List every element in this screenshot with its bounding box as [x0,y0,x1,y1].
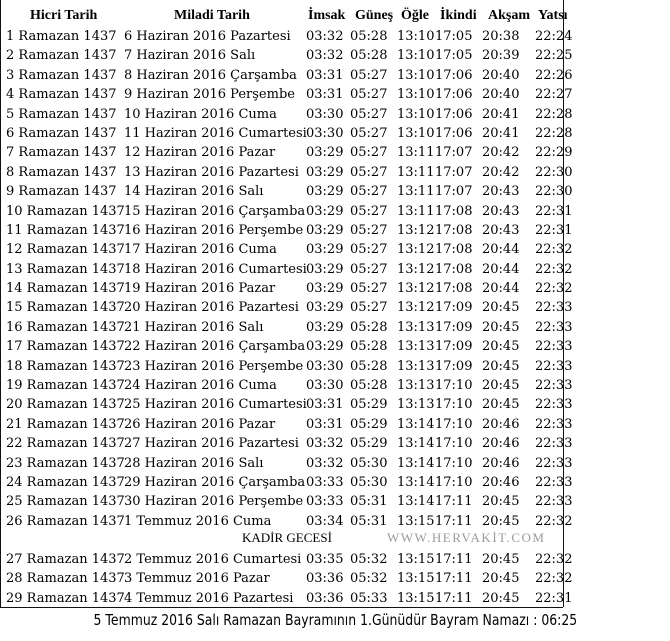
cell-miladi: 12 Haziran 2016 Pazar [124,145,276,161]
cell-hicri: 21 Ramazan 1437 [6,416,125,432]
table-row [0,279,573,298]
table-row [0,589,573,608]
cell-gunes: 05:28 [350,319,388,335]
cell-aksam: 20:45 [482,494,520,510]
cell-imsak: 03:29 [306,222,344,238]
cell-yatsi: 22:31 [535,203,573,219]
cell-imsak: 03:31 [306,416,344,432]
cell-gunes: 05:27 [350,261,388,277]
website-watermark: WWW.HERVAKİT.COM [387,530,546,545]
cell-hicri: 3 Ramazan 1437 [6,67,117,83]
cell-gunes: 05:27 [350,145,388,161]
table-row [0,337,573,356]
cell-aksam: 20:45 [482,571,520,587]
cell-aksam: 20:41 [482,125,520,141]
cell-hicri: 19 Ramazan 1437 [6,378,125,394]
cell-hicri: 7 Ramazan 1437 [6,145,117,161]
table-row [0,569,573,588]
cell-hicri: 29 Ramazan 1437 [6,590,125,606]
cell-ikindi: 17:06 [435,67,473,83]
cell-imsak: 03:29 [306,281,344,297]
cell-yatsi: 22:33 [535,397,573,413]
cell-ikindi: 17:11 [435,494,473,510]
cell-gunes: 05:27 [350,203,388,219]
table-row [0,376,573,395]
cell-ogle: 13:10 [397,106,435,122]
cell-ikindi: 17:11 [435,571,473,587]
table-row [0,27,573,46]
cell-aksam: 20:42 [482,164,520,180]
cell-ogle: 13:14 [397,494,435,510]
cell-yatsi: 22:33 [535,378,573,394]
cell-aksam: 20:42 [482,145,520,161]
cell-ikindi: 17:06 [435,125,473,141]
table-row [0,46,573,65]
cell-miladi: 14 Haziran 2016 Salı [124,184,264,200]
cell-miladi: 25 Haziran 2016 Cumartesi [124,397,307,413]
table-row [0,260,573,279]
cell-ikindi: 17:06 [435,106,473,122]
cell-aksam: 20:40 [482,87,520,103]
cell-aksam: 20:46 [482,474,520,490]
cell-ikindi: 17:10 [435,455,473,471]
cell-hicri: 2 Ramazan 1437 [6,48,117,64]
cell-yatsi: 22:33 [535,300,573,316]
table-body-after [0,550,573,608]
kadir-gecesi-label: KADİR GECESİ [242,530,332,545]
cell-aksam: 20:46 [482,436,520,452]
cell-hicri: 15 Ramazan 1437 [6,300,125,316]
cell-imsak: 03:30 [306,125,344,141]
header-ogle: Öğle [401,8,429,23]
cell-ogle: 13:10 [397,48,435,64]
cell-hicri: 22 Ramazan 1437 [6,436,125,452]
cell-miladi: 4 Temmuz 2016 Pazartesi [124,590,294,606]
cell-miladi: 26 Haziran 2016 Pazar [124,416,276,432]
cell-hicri: 4 Ramazan 1437 [6,87,117,103]
cell-yatsi: 22:29 [535,145,573,161]
cell-imsak: 03:35 [306,552,344,567]
cell-ogle: 13:10 [397,29,435,44]
header-ikindi: İkindi [440,8,477,23]
cell-imsak: 03:36 [306,571,344,587]
cell-hicri: 27 Ramazan 1437 [6,552,125,567]
cell-imsak: 03:29 [306,300,344,316]
cell-imsak: 03:33 [306,494,344,510]
cell-gunes: 05:27 [350,164,388,180]
cell-ikindi: 17:11 [435,590,473,606]
cell-miladi: 7 Haziran 2016 Salı [124,48,256,64]
cell-gunes: 05:27 [350,222,388,238]
cell-aksam: 20:45 [482,552,520,567]
cell-miladi: 20 Haziran 2016 Pazartesi [124,300,299,316]
cell-yatsi: 22:30 [535,164,573,180]
cell-aksam: 20:41 [482,106,520,122]
cell-yatsi: 22:32 [535,261,573,277]
cell-miladi: 9 Haziran 2016 Perşembe [124,87,295,103]
cell-gunes: 05:28 [350,358,388,374]
cell-ogle: 13:12 [397,261,435,277]
cell-ogle: 13:14 [397,474,435,490]
cell-gunes: 05:28 [350,29,388,44]
cell-yatsi: 22:28 [535,106,573,122]
table-body [0,27,573,531]
cell-hicri: 6 Ramazan 1437 [6,125,117,141]
bayram-namazi-note [0,610,670,630]
cell-gunes: 05:29 [350,397,388,413]
cell-imsak: 03:32 [306,455,344,471]
cell-gunes: 05:28 [350,378,388,394]
cell-ikindi: 17:09 [435,300,473,316]
cell-imsak: 03:32 [306,29,344,44]
header-aksam: Akşam [488,8,531,23]
cell-yatsi: 22:26 [535,67,573,83]
cell-ikindi: 17:08 [435,281,473,297]
table-row [0,395,573,414]
cell-yatsi: 22:24 [535,29,573,44]
cell-ikindi: 17:10 [435,436,473,452]
cell-miladi: 28 Haziran 2016 Salı [124,455,264,471]
kadir-gecesi-row [0,528,563,547]
cell-hicri: 28 Ramazan 1437 [6,571,125,587]
cell-gunes: 05:27 [350,184,388,200]
cell-ogle: 13:10 [397,87,435,103]
cell-gunes: 05:27 [350,87,388,103]
cell-miladi: 22 Haziran 2016 Çarşamba [124,339,306,355]
cell-ogle: 13:15 [397,513,435,529]
header-hicri: Hicri Tarih [30,8,98,23]
cell-aksam: 20:43 [482,222,520,238]
cell-imsak: 03:29 [306,319,344,335]
cell-ikindi: 17:05 [435,29,473,44]
cell-ogle: 13:14 [397,416,435,432]
cell-imsak: 03:29 [306,145,344,161]
cell-aksam: 20:43 [482,184,520,200]
cell-ogle: 13:15 [397,552,435,567]
cell-yatsi: 22:32 [535,513,573,529]
cell-aksam: 20:45 [482,300,520,316]
cell-gunes: 05:27 [350,300,388,316]
cell-gunes: 05:31 [350,494,388,510]
cell-ogle: 13:12 [397,281,435,297]
cell-ogle: 13:13 [397,378,435,394]
cell-hicri: 11 Ramazan 1437 [6,222,125,238]
cell-imsak: 03:29 [306,203,344,219]
cell-miladi: 11 Haziran 2016 Cumartesi [124,125,307,141]
cell-miladi: 30 Haziran 2016 Perşembe [124,494,304,510]
cell-yatsi: 22:32 [535,281,573,297]
cell-ikindi: 17:11 [435,552,473,567]
cell-yatsi: 22:33 [535,474,573,490]
cell-ogle: 13:11 [397,203,435,219]
cell-aksam: 20:38 [482,29,520,44]
cell-ikindi: 17:11 [435,513,473,529]
cell-imsak: 03:29 [306,242,344,258]
cell-miladi: 24 Haziran 2016 Cuma [124,378,277,394]
cell-miladi: 17 Haziran 2016 Cuma [124,242,277,258]
cell-aksam: 20:45 [482,397,520,413]
cell-ogle: 13:11 [397,145,435,161]
cell-hicri: 17 Ramazan 1437 [6,339,125,355]
cell-gunes: 05:30 [350,455,388,471]
cell-gunes: 05:27 [350,67,388,83]
cell-hicri: 20 Ramazan 1437 [6,397,125,413]
cell-ikindi: 17:10 [435,416,473,432]
table-row [0,163,573,182]
cell-ikindi: 17:10 [435,474,473,490]
table-row [0,182,573,201]
cell-hicri: 24 Ramazan 1437 [6,474,125,490]
cell-hicri: 13 Ramazan 1437 [6,261,125,277]
cell-ogle: 13:14 [397,455,435,471]
table-row [0,298,573,317]
cell-miladi: 21 Haziran 2016 Salı [124,319,264,335]
cell-hicri: 18 Ramazan 1437 [6,358,125,374]
cell-ogle: 13:10 [397,67,435,83]
cell-gunes: 05:28 [350,339,388,355]
cell-ogle: 13:13 [397,358,435,374]
cell-yatsi: 22:32 [535,552,573,567]
footer-text: 5 Temmuz 2016 Salı Ramazan Bayramının 1.Günüdür Bayram Namazı : 06:25 [93,611,577,629]
cell-aksam: 20:45 [482,378,520,394]
cell-hicri: 5 Ramazan 1437 [6,106,117,122]
cell-ikindi: 17:06 [435,87,473,103]
cell-imsak: 03:31 [306,397,344,413]
cell-miladi: 16 Haziran 2016 Perşembe [124,222,304,238]
cell-ikindi: 17:10 [435,378,473,394]
cell-ikindi: 17:08 [435,242,473,258]
cell-aksam: 20:45 [482,358,520,374]
cell-hicri: 26 Ramazan 1437 [6,513,125,529]
cell-gunes: 05:32 [350,571,388,587]
cell-hicri: 12 Ramazan 1437 [6,242,125,258]
cell-ikindi: 17:07 [435,184,473,200]
cell-yatsi: 22:28 [535,125,573,141]
cell-yatsi: 22:25 [535,48,573,64]
cell-imsak: 03:29 [306,261,344,277]
table-row [0,124,573,143]
cell-yatsi: 22:33 [535,416,573,432]
cell-gunes: 05:29 [350,416,388,432]
cell-yatsi: 22:33 [535,319,573,335]
cell-gunes: 05:27 [350,106,388,122]
cell-ikindi: 17:08 [435,222,473,238]
cell-miladi: 18 Haziran 2016 Cumartesi [124,261,307,277]
cell-ikindi: 17:09 [435,358,473,374]
cell-hicri: 10 Ramazan 1437 [6,203,125,219]
cell-miladi: 8 Haziran 2016 Çarşamba [124,67,297,83]
table-row [0,454,573,473]
cell-aksam: 20:44 [482,281,520,297]
header-gunes: Güneş [355,8,394,23]
cell-hicri: 16 Ramazan 1437 [6,319,125,335]
cell-gunes: 05:27 [350,281,388,297]
table-row [0,66,573,85]
table-row [0,85,573,104]
cell-yatsi: 22:33 [535,339,573,355]
table-row [0,550,573,569]
cell-ogle: 13:13 [397,319,435,335]
cell-aksam: 20:46 [482,455,520,471]
cell-imsak: 03:36 [306,590,344,606]
cell-miladi: 2 Temmuz 2016 Cumartesi [124,552,302,567]
cell-aksam: 20:39 [482,48,520,64]
header-imsak: İmsak [308,8,346,23]
cell-ogle: 13:10 [397,125,435,141]
cell-yatsi: 22:31 [535,222,573,238]
cell-ikindi: 17:10 [435,397,473,413]
cell-miladi: 15 Haziran 2016 Çarşamba [124,203,306,219]
cell-imsak: 03:33 [306,474,344,490]
table-row [0,434,573,453]
table-row [0,357,573,376]
cell-yatsi: 22:31 [535,590,573,606]
cell-imsak: 03:30 [306,378,344,394]
cell-yatsi: 22:33 [535,455,573,471]
cell-miladi: 10 Haziran 2016 Cuma [124,106,277,122]
cell-hicri: 23 Ramazan 1437 [6,455,125,471]
cell-ikindi: 17:07 [435,164,473,180]
cell-imsak: 03:30 [306,358,344,374]
cell-ogle: 13:13 [397,339,435,355]
cell-miladi: 1 Temmuz 2016 Cuma [124,513,272,529]
cell-ogle: 13:12 [397,222,435,238]
cell-imsak: 03:34 [306,513,344,529]
cell-ogle: 13:12 [397,300,435,316]
cell-aksam: 20:45 [482,339,520,355]
cell-aksam: 20:44 [482,242,520,258]
cell-ikindi: 17:09 [435,319,473,335]
cell-hicri: 9 Ramazan 1437 [6,184,117,200]
cell-imsak: 03:30 [306,106,344,122]
cell-aksam: 20:40 [482,67,520,83]
cell-ogle: 13:11 [397,184,435,200]
cell-gunes: 05:27 [350,242,388,258]
cell-gunes: 05:30 [350,474,388,490]
table-row [0,492,573,511]
cell-imsak: 03:29 [306,184,344,200]
table-row [0,202,573,221]
cell-imsak: 03:32 [306,48,344,64]
cell-imsak: 03:29 [306,339,344,355]
cell-gunes: 05:27 [350,125,388,141]
cell-imsak: 03:31 [306,67,344,83]
cell-yatsi: 22:33 [535,494,573,510]
cell-miladi: 3 Temmuz 2016 Pazar [124,571,270,587]
cell-ikindi: 17:08 [435,261,473,277]
cell-imsak: 03:31 [306,87,344,103]
cell-miladi: 19 Haziran 2016 Pazar [124,281,276,297]
cell-hicri: 1 Ramazan 1437 [6,29,117,44]
table-row [0,415,573,434]
table-row [0,240,573,259]
cell-gunes: 05:29 [350,436,388,452]
cell-ikindi: 17:07 [435,145,473,161]
cell-gunes: 05:31 [350,513,388,529]
cell-ogle: 13:11 [397,164,435,180]
cell-imsak: 03:32 [306,436,344,452]
cell-yatsi: 22:27 [535,87,573,103]
cell-ogle: 13:12 [397,242,435,258]
cell-ogle: 13:15 [397,590,435,606]
cell-yatsi: 22:32 [535,242,573,258]
table-row [0,473,573,492]
table-row [0,318,573,337]
cell-ikindi: 17:05 [435,48,473,64]
header-yatsi: Yatsı [538,8,568,23]
table-row [0,221,573,240]
cell-hicri: 14 Ramazan 1437 [6,281,125,297]
table-row [0,105,573,124]
cell-aksam: 20:46 [482,416,520,432]
cell-imsak: 03:29 [306,164,344,180]
cell-ikindi: 17:09 [435,339,473,355]
cell-aksam: 20:45 [482,590,520,606]
cell-yatsi: 22:32 [535,571,573,587]
cell-ikindi: 17:08 [435,203,473,219]
cell-gunes: 05:33 [350,590,388,606]
cell-gunes: 05:32 [350,552,388,567]
cell-aksam: 20:45 [482,513,520,529]
cell-miladi: 23 Haziran 2016 Perşembe [124,358,304,374]
cell-hicri: 8 Ramazan 1437 [6,164,117,180]
table-row [0,143,573,162]
header-miladi: Miladi Tarih [174,8,250,23]
cell-ogle: 13:13 [397,397,435,413]
cell-miladi: 27 Haziran 2016 Pazartesi [124,436,299,452]
cell-aksam: 20:44 [482,261,520,277]
cell-yatsi: 22:33 [535,358,573,374]
cell-miladi: 29 Haziran 2016 Çarşamba [124,474,306,490]
cell-yatsi: 22:30 [535,184,573,200]
cell-hicri: 25 Ramazan 1437 [6,494,125,510]
cell-ogle: 13:14 [397,436,435,452]
cell-aksam: 20:43 [482,203,520,219]
cell-miladi: 6 Haziran 2016 Pazartesi [124,29,291,44]
cell-miladi: 13 Haziran 2016 Pazartesi [124,164,299,180]
cell-aksam: 20:45 [482,319,520,335]
cell-gunes: 05:28 [350,48,388,64]
cell-yatsi: 22:33 [535,436,573,452]
cell-ogle: 13:15 [397,571,435,587]
